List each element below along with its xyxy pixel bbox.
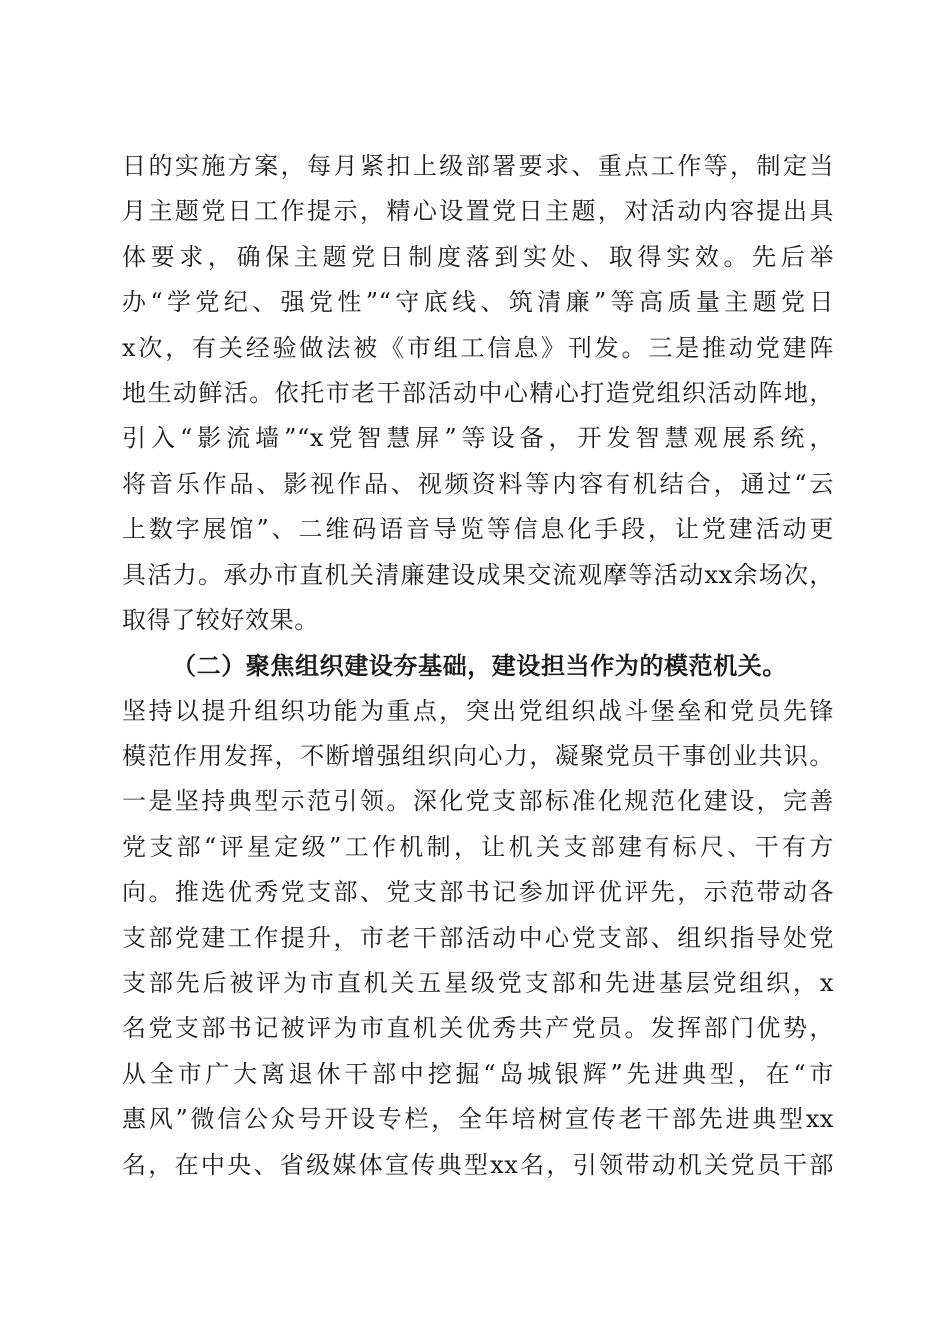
text-line: 名，在中央、省级媒体宣传典型xx名，引领带动机关党员干部 (122, 1150, 834, 1179)
text-line: 支部先后被评为市直机关五星级党支部和先进基层党组织，x (122, 969, 834, 998)
text-line: 向。推选优秀党支部、党支部书记参加评优评先，示范带动各 (122, 878, 834, 907)
text-line: 坚持以提升组织功能为重点，突出党组织战斗堡垒和党员先锋 (122, 696, 834, 725)
text-line: x次，有关经验做法被《市组工信息》刊发。三是推动党建阵 (122, 333, 834, 362)
text-line: 名党支部书记被评为市直机关优秀共产党员。发挥部门优势， (122, 1014, 834, 1043)
text-line: 地生动鲜活。依托市老干部活动中心精心打造党组织活动阵地， (122, 378, 834, 407)
text-line-paragraph-end: 取得了较好效果。 (122, 605, 319, 634)
section-heading: （二）聚焦组织建设夯基础，建设担当作为的模范机关。 (172, 651, 787, 681)
text-line: 月主题党日工作提示，精心设置党日主题，对活动内容提出具 (122, 197, 834, 226)
text-line: 将音乐作品、影视作品、视频资料等内容有机结合，通过“云 (122, 469, 834, 498)
text-line: 支部党建工作提升，市老干部活动中心党支部、组织指导处党 (122, 923, 834, 952)
text-line: 一是坚持典型示范引领。深化党支部标准化规范化建设，完善 (122, 787, 834, 816)
text-line: 上数字展馆”、二维码语音导览等信息化手段，让党建活动更 (122, 515, 834, 544)
text-line: 惠风”微信公众号开设专栏，全年培树宣传老干部先进典型xx (122, 1105, 834, 1134)
text-line: 办“学党纪、强党性”“守底线、筑清廉”等高质量主题党日 (122, 288, 834, 317)
text-line: 引入“影流墙”“x党智慧屏”等设备，开发智慧观展系统， (122, 424, 834, 453)
text-line: 从全市广大离退休干部中挖掘“岛城银辉”先进典型，在“市 (122, 1059, 834, 1088)
text-line: 模范作用发挥，不断增强组织向心力，凝聚党员干事创业共识。 (122, 742, 834, 771)
text-line: 体要求，确保主题党日制度落到实处、取得实效。先后举 (122, 242, 834, 271)
text-line: 党支部“评星定级”工作机制，让机关支部建有标尺、干有方 (122, 832, 834, 861)
text-line: 日的实施方案，每月紧扣上级部署要求、重点工作等，制定当 (122, 152, 834, 180)
text-line: 具活力。承办市直机关清廉建设成果交流观摩等活动xx余场次， (122, 560, 834, 589)
body-text (122, 144, 834, 1188)
